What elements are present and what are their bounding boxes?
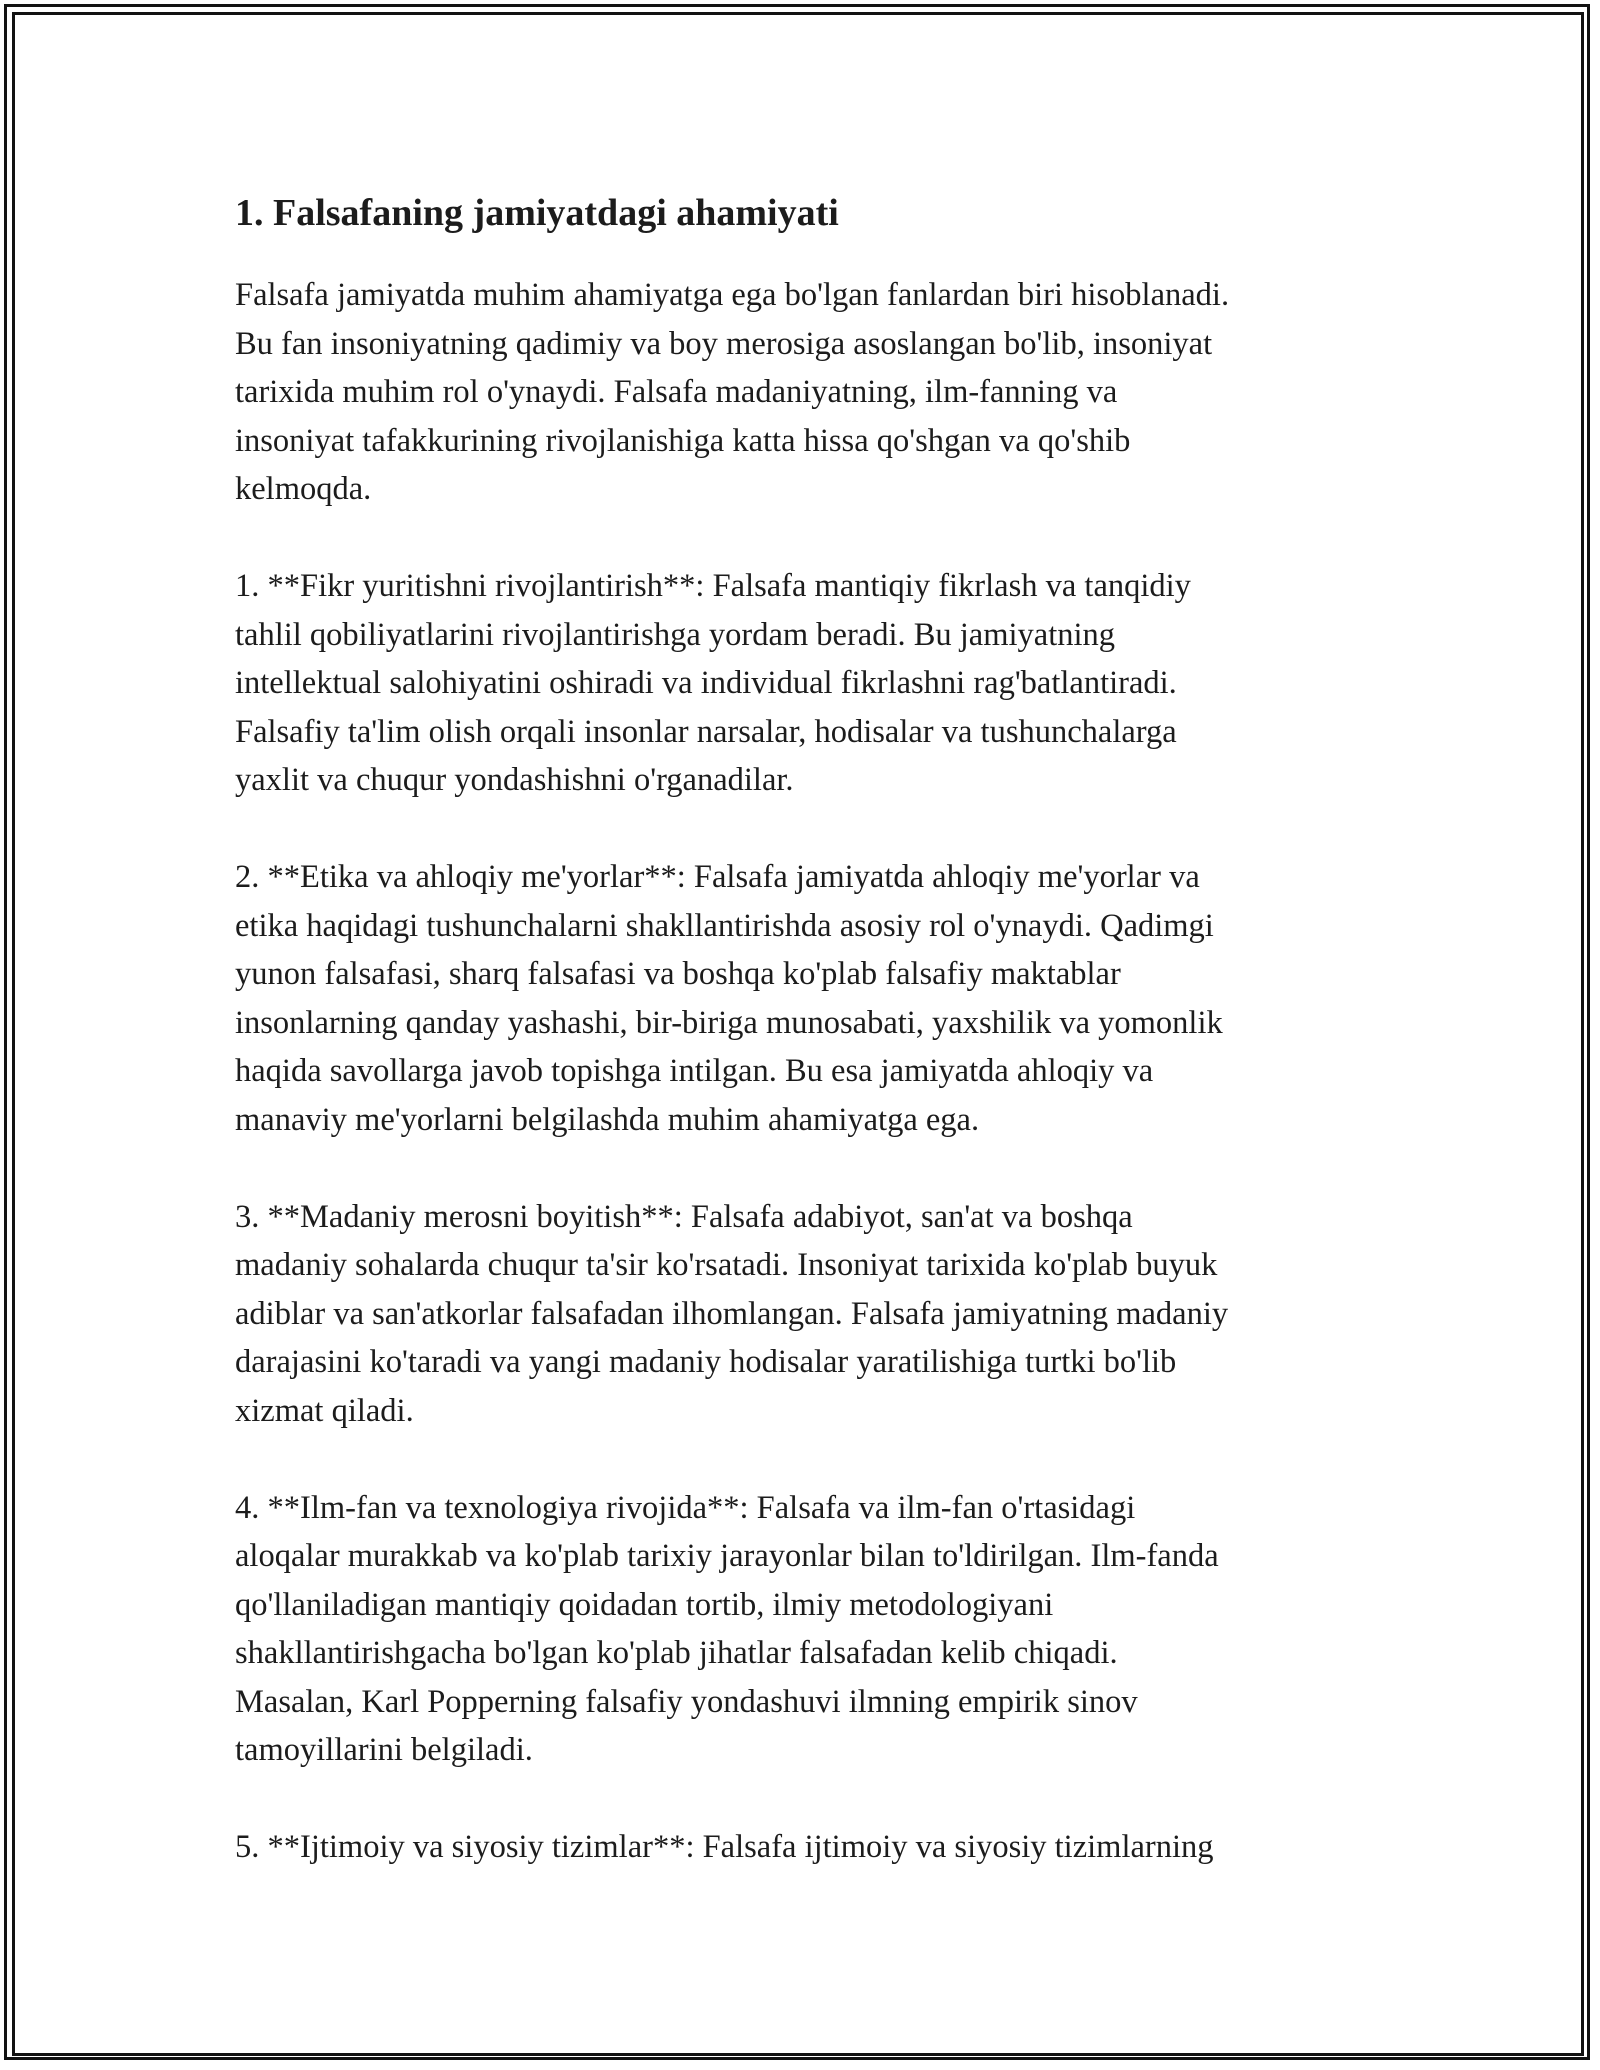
paragraph-intro: Falsafa jamiyatda muhim ahamiyatga ega bo'lgan fanlardan biri hisoblanadi. Bu fan insoniyatning qadimiy va boy merosiga asoslangan bo'lib, insoniyat tarixida muhim rol o'ynaydi. Falsafa madaniyatning, ilm-fanning va insoniyat tafakkurining rivojlanishiga katta hissa qo'shgan va qo'shib kelmoqda.: [235, 277, 1230, 507]
document-page: [235, 185, 1405, 1872]
paragraph-point-5: 5. **Ijtimoiy va siyosiy tizimlar**: Falsafa ijtimoiy va siyosiy tizimlarning: [235, 1829, 1214, 1865]
paragraph-point-4: 4. **Ilm-fan va texnologiya rivojida**: Falsafa va ilm-fan o'rtasidagi aloqalar murakkab va ko'plab tarixiy jarayonlar bilan to'ldirilgan. Ilm-fanda qo'llaniladigan mantiqiy qoidadan tortib, ilmiy metodologiyani shakllantirishgacha bo'lgan ko'plab jihatlar falsafadan kelib chiqadi. Masalan, Karl Popperning falsafiy yondashuvi ilmning empirik sinov tamoyillarini belgiladi.: [235, 1489, 1219, 1768]
paragraph-point-1: 1. **Fikr yuritishni rivojlantirish**: Falsafa mantiqiy fikrlash va tanqidiy tahlil qobiliyatlarini rivojlantirishga yordam beradi. Bu jamiyatning intellektual salohiyatini oshiradi va individual fikrlashni rag'batlantiradi. Falsafiy ta'lim olish orqali insonlar narsalar, hodisalar va tushunchalarga yaxlit va chuqur yondashishni o'rganadilar.: [235, 568, 1191, 798]
paragraph-point-2: 2. **Etika va ahloqiy me'yorlar**: Falsafa jamiyatda ahloqiy me'yorlar va etika haqidagi tushunchalarni shakllantirishda asosiy rol o'ynaydi. Qadimgi yunon falsafasi, sharq falsafasi va boshqa ko'plab falsafiy maktablar insonlarning qanday yashashi, bir-biriga munosabati, yaxshilik va yomonlik haqida savollarga javob topishga intilgan. Bu esa jamiyatda ahloqiy va manaviy me'yorlarni belgilashda muhim ahamiyatga ega.: [235, 859, 1223, 1138]
paragraph-point-3: 3. **Madaniy merosni boyitish**: Falsafa adabiyot, san'at va boshqa madaniy sohalarda chuqur ta'sir ko'rsatadi. Insoniyat tarixida ko'plab buyuk adiblar va san'atkorlar falsafadan ilhomlangan. Falsafa jamiyatning madaniy darajasini ko'taradi va yangi madaniy hodisalar yaratilishiga turtki bo'lib xizmat qiladi.: [235, 1198, 1229, 1429]
document-title: 1. Falsafaning jamiyatdagi ahamiyati: [235, 192, 839, 234]
